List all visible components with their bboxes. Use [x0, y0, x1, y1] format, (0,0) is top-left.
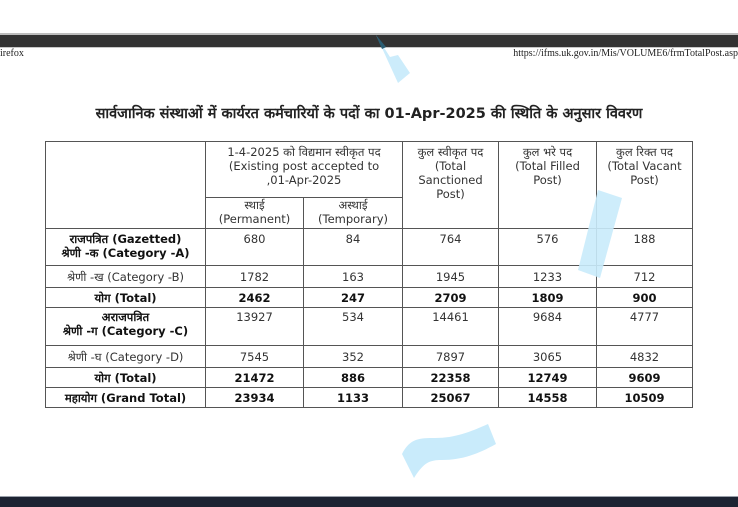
- header-existing-hi: 1-4-2025 को विद्यमान स्वीकृत पद: [227, 145, 381, 159]
- header-permanent: [206, 198, 304, 229]
- header-sanctioned-hi: कुल स्वीकृत पद: [417, 145, 484, 159]
- cell-sanctioned: 7897: [403, 346, 499, 368]
- row-label: [46, 308, 206, 346]
- cell-vacant: 4832: [597, 346, 693, 368]
- cell-temporary: 1133: [304, 388, 403, 408]
- row-label: [46, 229, 206, 266]
- table-row-nongazetted-total: [46, 368, 693, 388]
- browser-app-label: irefox: [0, 48, 24, 59]
- cell-filled: 14558: [499, 388, 597, 408]
- row-label: श्रेणी -ख (Category -B): [46, 266, 206, 288]
- cell-filled: 576: [499, 229, 597, 266]
- table-row-category-d: [46, 346, 693, 368]
- header-vacant-hi: कुल रिक्त पद: [616, 145, 673, 159]
- cell-vacant: 9609: [597, 368, 693, 388]
- watermark-stroke-bottom: [400, 424, 510, 484]
- header-filled: [499, 142, 597, 229]
- table-row-grand-total: [46, 388, 693, 408]
- cell-vacant: 900: [597, 288, 693, 308]
- cell-sanctioned: 1945: [403, 266, 499, 288]
- browser-toolbar: [0, 35, 738, 47]
- cell-filled: 1233: [499, 266, 597, 288]
- cell-permanent: 13927: [206, 308, 304, 346]
- cell-sanctioned: 14461: [403, 308, 499, 346]
- cell-temporary: 534: [304, 308, 403, 346]
- header-filled-en1: (Total Filled: [515, 159, 580, 173]
- header-permanent-en: (Permanent): [218, 212, 291, 226]
- cell-filled: 9684: [499, 308, 597, 346]
- cell-permanent: 7545: [206, 346, 304, 368]
- row-label: योग (Total): [46, 368, 206, 388]
- cell-sanctioned: 2709: [403, 288, 499, 308]
- row-label-line1: अराजपत्रित: [101, 310, 150, 324]
- header-existing-en1: (Existing post accepted to: [228, 159, 380, 173]
- row-label: योग (Total): [46, 288, 206, 308]
- table-row-category-a: [46, 229, 693, 266]
- cell-sanctioned: 764: [403, 229, 499, 266]
- cell-temporary: 247: [304, 288, 403, 308]
- cell-temporary: 352: [304, 346, 403, 368]
- header-filled-hi: कुल भरे पद: [522, 145, 573, 159]
- cell-temporary: 163: [304, 266, 403, 288]
- header-temporary-en: (Temporary): [318, 212, 388, 226]
- table-row-category-c: [46, 308, 693, 346]
- header-sanctioned-en3: Post): [436, 187, 465, 201]
- header-temporary-hi: अस्थाई: [338, 198, 368, 212]
- row-label: महायोग (Grand Total): [46, 388, 206, 408]
- header-existing-en2: ,01-Apr-2025: [266, 173, 342, 187]
- cell-vacant: 188: [597, 229, 693, 266]
- row-label: श्रेणी -घ (Category -D): [46, 346, 206, 368]
- header-sanctioned: [403, 142, 499, 229]
- row-label-line1: राजपत्रित (Gazetted): [69, 232, 182, 246]
- cell-permanent: 680: [206, 229, 304, 266]
- cell-permanent: 23934: [206, 388, 304, 408]
- cell-sanctioned: 25067: [403, 388, 499, 408]
- header-filled-en2: Post): [533, 173, 562, 187]
- header-temporary: [304, 198, 403, 229]
- table-row-category-b: [46, 266, 693, 288]
- taskbar: [0, 497, 738, 507]
- cell-permanent: 1782: [206, 266, 304, 288]
- cell-temporary: 886: [304, 368, 403, 388]
- page-title: सार्वजानिक संस्थाओं में कार्यरत कर्मचारियों के पदों का 01-Apr-2025 की स्थिति के अनुसार विवरण: [95, 106, 643, 122]
- header-empty-cell: [46, 142, 206, 229]
- header-vacant-en1: (Total Vacant: [607, 159, 682, 173]
- cell-vacant: 4777: [597, 308, 693, 346]
- row-label-line2: श्रेणी -ग (Category -C): [62, 324, 189, 338]
- page-url[interactable]: https://ifms.uk.gov.in/Mis/VOLUME6/frmTotalPost.asp: [513, 48, 738, 59]
- row-label-line2: श्रेणी -क (Category -A): [61, 246, 190, 260]
- cell-filled: 3065: [499, 346, 597, 368]
- header-permanent-hi: स्थाई: [244, 198, 265, 212]
- header-sanctioned-en1: (Total: [434, 159, 467, 173]
- posts-table: [45, 141, 693, 408]
- cell-permanent: 2462: [206, 288, 304, 308]
- cell-permanent: 21472: [206, 368, 304, 388]
- cell-filled: 1809: [499, 288, 597, 308]
- header-row-group: [46, 142, 693, 198]
- cell-sanctioned: 22358: [403, 368, 499, 388]
- header-existing-posts: [206, 142, 403, 198]
- header-vacant: [597, 142, 693, 229]
- cell-vacant: 712: [597, 266, 693, 288]
- table-row-gazetted-total: [46, 288, 693, 308]
- cell-filled: 12749: [499, 368, 597, 388]
- header-vacant-en2: Post): [630, 173, 659, 187]
- cell-temporary: 84: [304, 229, 403, 266]
- header-sanctioned-en2: Sanctioned: [418, 173, 483, 187]
- cell-vacant: 10509: [597, 388, 693, 408]
